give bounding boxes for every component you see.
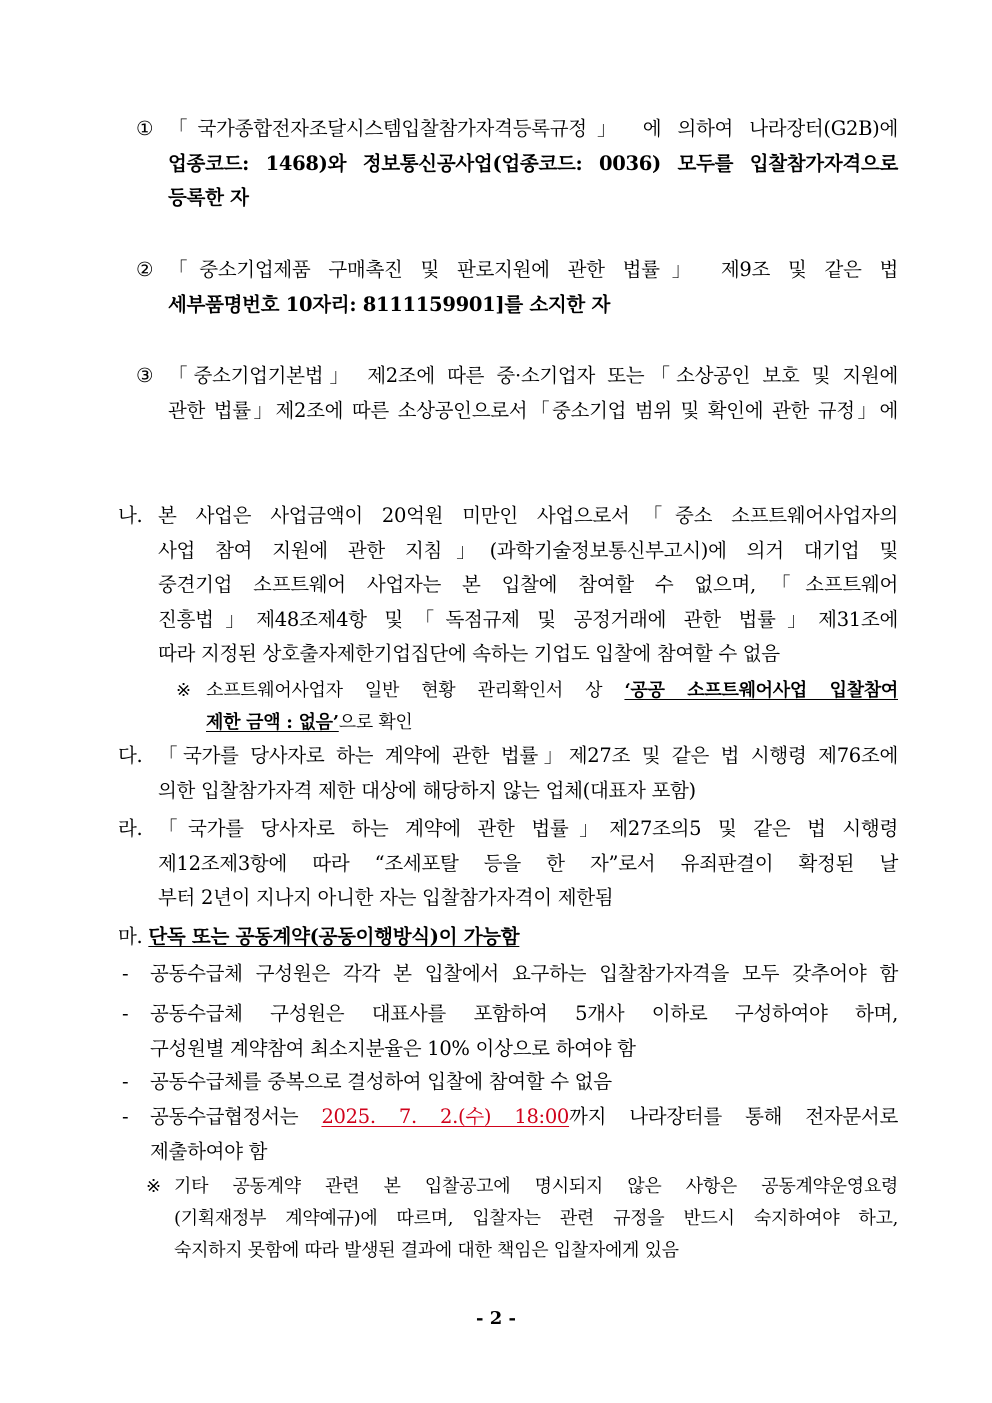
section-na-note-line-1 [206, 675, 898, 707]
bullet-2-dash: - [122, 1002, 129, 1025]
final-note [146, 1171, 898, 1267]
final-note-line-2: (기획재정부 계약예규)에 따르며, 입찰자는 관련 규정을 반드시 숙지하여야 하고, [174, 1208, 898, 1229]
bullet-4-line-2: 제출하여야 함 [150, 1139, 268, 1163]
bullet-4-text-c: 까지 나라장터를 통해 전자문서로 [569, 1105, 898, 1128]
note-mark-icon: ※ [176, 680, 191, 701]
bullet-3 [122, 1065, 898, 1100]
item-3 [136, 359, 898, 428]
bullet-1-dash: - [122, 962, 129, 985]
item-2 [136, 253, 898, 322]
final-note-line-3: 숙지하지 못함에 따라 발생된 결과에 대한 책임은 입찰자에게 있음 [174, 1240, 679, 1261]
section-na-note-tail: 으로 확인 [338, 712, 413, 733]
item-2-line-1: 「중소기업제품 구매촉진 및 판로지원에 관한 법률」 제9조 및 같은 법 [168, 258, 898, 281]
bullet-3-dash: - [122, 1070, 129, 1093]
section-ra-line-1: 「국가를 당사자로 하는 계약에 관한 법률」제27조의5 및 같은 법 시행령 [158, 817, 898, 840]
bullet-2-line-1: 공동수급체 구성원은 대표사를 포함하여 5개사 이하로 구성하여야 하며, [150, 1002, 898, 1025]
section-na-note [176, 675, 898, 739]
section-na-note-bold-2: 제한 금액 : 없음’ [206, 712, 339, 733]
bullet-1-line-1: 공동수급체 구성원은 각각 본 입찰에서 요구하는 입찰참가자격을 모두 갖추어야 함 [150, 962, 898, 985]
section-na-line-2: 사업 참여 지원에 관한 지침」(과학기술정보통신부고시)에 의거 대기업 및 [158, 538, 898, 562]
bullet-4 [122, 1100, 898, 1169]
item-2-marker: ② [136, 258, 154, 281]
section-da-line-1: 「국가를 당사자로 하는 계약에 관한 법률」제27조 및 같은 법 시행령 제76조에 [158, 744, 898, 767]
item-1-marker: ① [136, 117, 154, 140]
section-ra-line-3: 부터 2년이 지나지 아니한 자는 입찰참가자격이 제한됨 [158, 886, 614, 909]
section-na-marker: 나. [118, 504, 143, 527]
item-1 [136, 112, 898, 216]
bullet-2-line-2: 구성원별 계약참여 최소지분율은 10% 이상으로 하여야 함 [150, 1036, 636, 1060]
final-note-mark-icon: ※ [146, 1176, 161, 1197]
final-note-line-1: 기타 공동계약 관련 본 입찰공고에 명시되지 않은 사항은 공동계약운영요령 [174, 1176, 898, 1197]
item-1-line-3: 업종코드: 1468)와 정보통신공사업(업종코드: 0036) 모두를 입찰참가자격으로 [168, 151, 898, 175]
page-number: - 2 - [476, 1308, 516, 1329]
section-ma-title: 단독 또는 공동계약(공동이행방식)이 가능함 [148, 925, 520, 948]
section-ma [118, 920, 898, 955]
item-3-marker: ③ [136, 364, 154, 387]
item-3-line-1: 「중소기업기본법」 제2조에 따른 중·소기업자 또는「소상공인 보호 및 지원에 [168, 364, 898, 387]
section-ra [118, 812, 898, 916]
section-ra-line-2: 제12조제3항에 따라 “조세포탈 등을 한 자”로서 유죄판결이 확정된 날 [158, 851, 898, 875]
item-2-line-3: 세부품명번호 10자리: 8111159901]를 소지한 자 [168, 292, 610, 316]
item-1-line-4: 등록한 자 [168, 186, 249, 209]
deadline-date: 2025. 7. 2.(수) 18:00 [321, 1105, 570, 1128]
section-na-note-text: 소프트웨어사업자 일반 현황 관리확인서 상 [206, 680, 603, 701]
section-ra-marker: 라. [118, 817, 143, 840]
section-ma-marker: 마. [118, 925, 143, 948]
section-na-line-4: 진흥법」제48조제4항 및「독점규제 및 공정거래에 관한 법률」제31조에 [158, 607, 898, 631]
section-da-line-2: 의한 입찰참가자격 제한 대상에 해당하지 않는 업체(대표자 포함) [158, 778, 696, 802]
section-na-line-1: 본 사업은 사업금액이 20억원 미만인 사업으로서「중소 소프트웨어사업자의 [158, 504, 898, 527]
section-na-line-5: 따라 지정된 상호출자제한기업집단에 속하는 기업도 입찰에 참여할 수 없음 [158, 642, 780, 665]
item-3-line-2: 관한 법률」제2조에 따른 소상공인으로서「중소기업 범위 및 확인에 관한 규정」에 [168, 398, 898, 422]
section-da [118, 739, 898, 808]
bullet-3-line-1: 공동수급체를 중복으로 결성하여 입찰에 참여할 수 없음 [150, 1070, 612, 1093]
bullet-4-line-1 [150, 1100, 898, 1135]
section-na-line-3: 중견기업 소프트웨어 사업자는 본 입찰에 참여할 수 없으며,「소프트웨어 [158, 573, 898, 596]
section-da-marker: 다. [118, 744, 143, 767]
bullet-1 [122, 957, 898, 992]
bullet-4-text-a: 공동수급협정서는 [150, 1105, 299, 1128]
section-na-note-line-2 [206, 707, 898, 739]
bullet-2 [122, 997, 898, 1066]
section-na-note-bold: ‘공공 소프트웨어사업 입찰참여 [624, 680, 898, 701]
bullet-4-dash: - [122, 1105, 129, 1128]
item-1-line-1: 「국가종합전자조달시스템입찰참가자격등록규정」 에 의하여 나라장터(G2B)에 [168, 117, 898, 140]
section-na [118, 499, 898, 672]
